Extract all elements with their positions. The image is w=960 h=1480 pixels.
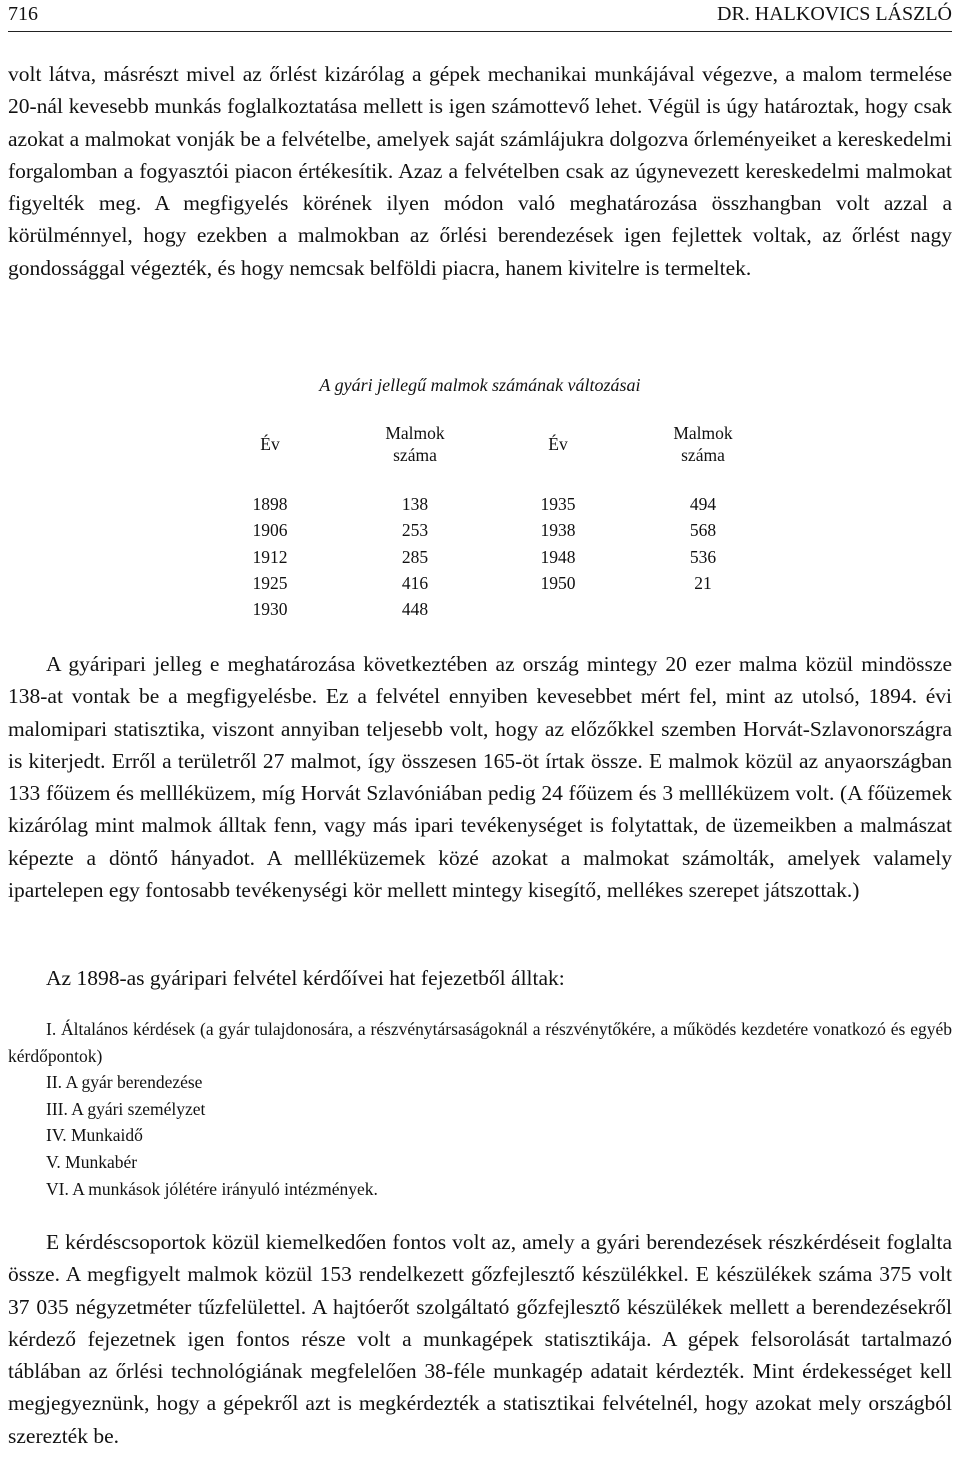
col-header-count-right-line2: száma [681,445,725,465]
col-header-count-left-line2: száma [393,445,437,465]
table-cell-year: 1930 [252,599,288,620]
table-cell-count: 285 [401,546,429,567]
col-header-count-right [643,422,763,466]
table-cell-year: 1938 [540,520,576,541]
table-cell-count: 448 [401,599,429,620]
col-years-right [498,491,618,596]
paragraph-2: A gyáripari jelleg e meghatározása következtében az ország mintegy 20 ezer malma közül mindössze 138-at vontak be a megfigyelésbe. Ez a felvétel ennyiben kevesebbet mért fel, mint az utolsó, 1894. évi malomipari statisztika, viszont annyiban teljesebb volt, hogy az előzőkkel szemben Horvát-Szlavonországra is kiterjedt. Erről a területről 27 malmot, így összesen 165-öt írtak össze. E malmok közül az anyaországban 133 főüzem és mellléküzem, míg Horvát Szlavóniában pedig 24 főüzem és 3 mellléküzem volt. (A főüzemek kizárólag mint malmok álltak fenn, vagy más ipari tevékenységet is folytattak, de üzemeikben a malmászat képezte a döntő hányadot. A mellléküzemek közé azokat a malmokat számolták, amelyek valamely ipartelepen egy fontosabb tevékenységi kör mellett mintegy kisegítő, mellékes szerepet játszottak.) [8,652,952,903]
table-cell-year: 1950 [540,572,576,593]
list-item: IV. Munkaidő [46,1125,143,1146]
list-item: III. A gyári személyzet [46,1098,206,1119]
table-cell-year: 1935 [540,494,576,514]
table-cell-count: 536 [689,546,717,567]
table-cell-year: 1948 [540,546,576,567]
page-number: 716 [8,3,38,25]
table-caption: A gyári jellegű malmok számának változásai [319,375,641,395]
table-cell-count: 138 [401,494,429,514]
table-cell-year: 1925 [252,572,288,593]
table-cell-count: 253 [401,520,429,541]
list-item: V. Munkabér [46,1151,138,1172]
table-cell-year: 1898 [252,494,288,514]
col-header-count-left-line1: Malmok [385,423,445,443]
table-cell-count: 568 [689,520,717,541]
table-cell-count: 494 [689,494,717,514]
col-years-left [210,491,330,622]
running-author: DR. HALKOVICS LÁSZLÓ [717,3,952,25]
col-header-count-left [355,422,475,466]
list-item: II. A gyár berendezése [46,1072,203,1093]
page-header [8,0,952,32]
table-cell-count: 416 [401,572,429,593]
paragraph-3: Az 1898-as gyáripari felvétel kérdőívei hat fejezetből álltak: [46,966,565,990]
col-header-year-left: Év [260,434,280,454]
list-item: I. Általános kérdések (a gyár tulajdonosára, a részvénytársaságoknál a részvénytőkére, a működés kezdetére vonatkozó és egyéb kérdőpontok) [8,1019,952,1066]
table-cell-count: 21 [694,572,712,593]
paragraph-4: E kérdéscsoportok közül kiemelkedően fontos volt az, amely a gyári berendezések részkérdéseit foglalta össze. A megfigyelt malmok közül 153 rendelkezett gőzfejlesztő készülékkel. E készülékek száma 375 volt 37 035 négyzetméter tűzfelülettel. A hajtóerőt szolgáltató gőzfejlesztő készülékek mellett a berendezésekről kérdező fejezetnek igen fontos része volt a munkagépek statisztikája. A gépek felsorolását tartalmazó táblában az őrlési technológiának megfelelően 38-féle munkagép adatait kérdezték. Mint érdekességet kell megjegyeznünk, hogy a gépekről azt is megkérdezték a statisztikai felvételnél, hogy azokat mely országból szerezték be. [8,1230,952,1448]
list-item: VI. A munkások jólétére irányuló intézmények. [46,1178,378,1199]
col-header-count-right-line1: Malmok [673,423,733,443]
col-counts-left [355,491,475,622]
table-cell-year: 1906 [252,520,288,541]
table-cell-year: 1912 [252,546,288,567]
questionnaire-list [8,1016,952,1202]
col-header-year-right: Év [548,434,568,454]
paragraph-1: volt látva, másrészt mivel az őrlést kizárólag a gépek mechanikai munkájával végezve, a malom termelése 20-nál kevesebb munkás foglalkoztatása mellett is igen számottevő lehet. Végül is úgy határoztak, hogy csak azokat a malmokat vonják be a felvételbe, amelyek saját számlájukra dolgozva őrleményeiket a kereskedelmi forgalomban a fogyasztói piacon értékesítik. Azaz a felvételben csak az úgynevezett kereskedelmi malmokat figyelték meg. A megfigyelés körének ilyen módon való meghatározása összhangban volt azzal a körülménnyel, hogy ezekben a malmokban az őrlési berendezések igen fejlettek voltak, az őrlést nagy gondossággal végezték, és hogy nemcsak belföldi piacra, hanem kivitelre is termeltek. [8,62,952,280]
col-counts-right [643,491,763,596]
